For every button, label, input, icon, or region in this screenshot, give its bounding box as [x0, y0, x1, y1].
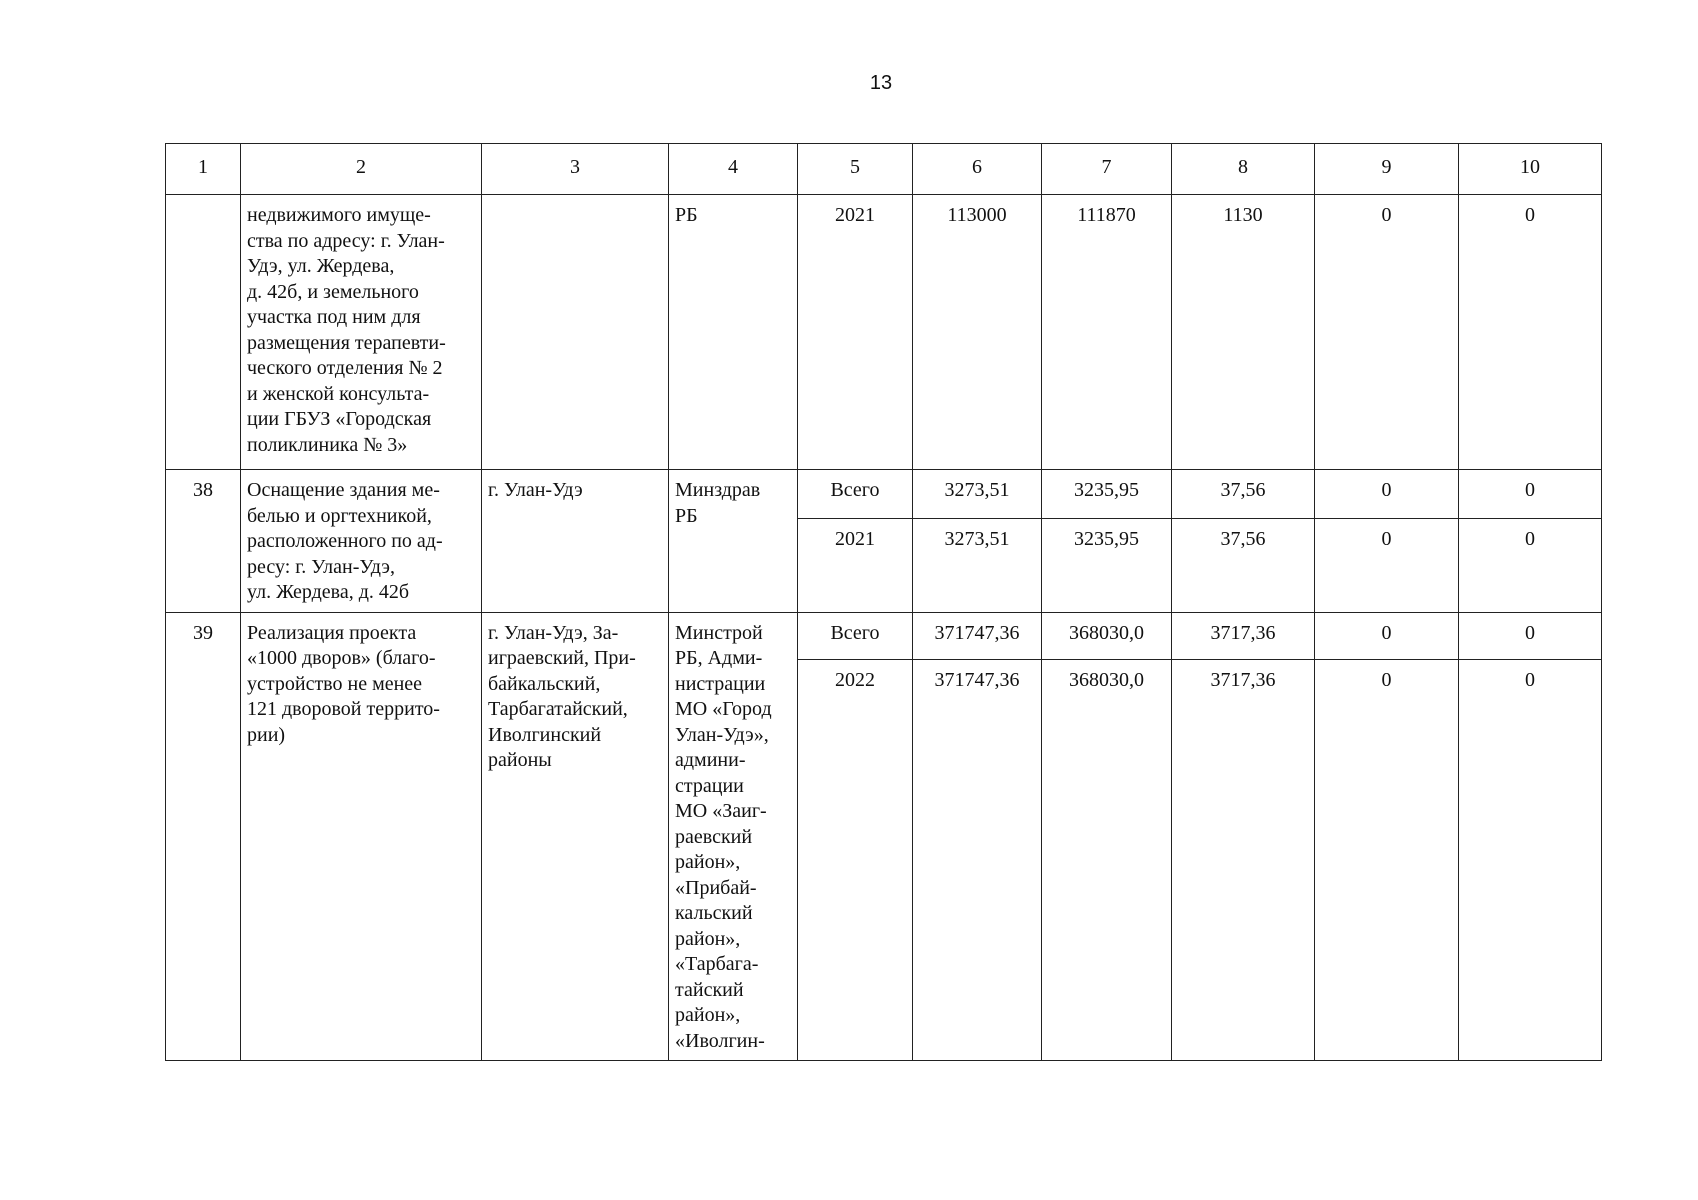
header-cell: 2: [241, 144, 482, 195]
location-cell: г. Улан-Удэ, За- играевский, При- байкальский, Тарбагатайский, Иволгинский районы: [482, 612, 669, 1061]
header-cell: 10: [1459, 144, 1602, 195]
total-cell: 113000: [913, 195, 1042, 470]
col10-cell: 0: [1459, 612, 1602, 660]
col9-cell: 0: [1315, 519, 1459, 612]
year-cell: 2021: [798, 195, 913, 470]
row-number-cell: 39: [166, 612, 241, 1061]
row-number-cell: 38: [166, 470, 241, 613]
col8-cell: 1130: [1172, 195, 1315, 470]
col7-cell: 111870: [1042, 195, 1172, 470]
col9-cell: 0: [1315, 470, 1459, 519]
col9-cell: 0: [1315, 612, 1459, 660]
header-cell: 1: [166, 144, 241, 195]
header-cell: 8: [1172, 144, 1315, 195]
data-table: [165, 143, 1602, 1061]
header-cell: 7: [1042, 144, 1172, 195]
total-cell: 3273,51: [913, 470, 1042, 519]
year-cell: 2022: [798, 660, 913, 1061]
col9-cell: 0: [1315, 195, 1459, 470]
description-cell: Оснащение здания ме- белью и оргтехникой, расположенного по ад- ресу: г. Улан-Удэ, ул. Жердева, д. 42б: [241, 470, 482, 613]
description-cell: недвижимого имуще- ства по адресу: г. Улан- Удэ, ул. Жердева, д. 42б, и земельного участка под ним для размещения терапевти- ческого отделения № 2 и женской консульта- ции ГБУЗ «Городская поликлиника № 3»: [241, 195, 482, 470]
total-cell: 3273,51: [913, 519, 1042, 612]
total-cell: 371747,36: [913, 660, 1042, 1061]
row-number-cell: [166, 195, 241, 470]
description-cell: Реализация проекта «1000 дворов» (благо- устройство не менее 121 дворовой террито- рии): [241, 612, 482, 1061]
col10-cell: 0: [1459, 660, 1602, 1061]
col9-cell: 0: [1315, 660, 1459, 1061]
header-cell: 5: [798, 144, 913, 195]
header-cell: 4: [669, 144, 798, 195]
executor-cell: Минздрав РБ: [669, 470, 798, 613]
table-row-38: [166, 470, 1602, 519]
header-cell: 9: [1315, 144, 1459, 195]
executor-cell: РБ: [669, 195, 798, 470]
col8-cell: 37,56: [1172, 519, 1315, 612]
col10-cell: 0: [1459, 195, 1602, 470]
col7-cell: 3235,95: [1042, 470, 1172, 519]
col8-cell: 37,56: [1172, 470, 1315, 519]
col10-cell: 0: [1459, 519, 1602, 612]
location-cell: [482, 195, 669, 470]
executor-cell: Минстрой РБ, Адми- нистрации МО «Город Улан-Удэ», админи- страции МО «Заиг- раевский район», «Прибай- кальский район», «Тарбага- тайский район», «Иволгин-: [669, 612, 798, 1061]
col10-cell: 0: [1459, 470, 1602, 519]
col7-cell: 368030,0: [1042, 612, 1172, 660]
table-row-39: [166, 612, 1602, 660]
page-number: 13: [869, 72, 893, 94]
total-cell: 371747,36: [913, 612, 1042, 660]
year-cell: Всего: [798, 612, 913, 660]
header-cell: 6: [913, 144, 1042, 195]
col7-cell: 3235,95: [1042, 519, 1172, 612]
header-cell: 3: [482, 144, 669, 195]
table-header-row: [166, 144, 1602, 195]
col8-cell: 3717,36: [1172, 612, 1315, 660]
year-cell: 2021: [798, 519, 913, 612]
col7-cell: 368030,0: [1042, 660, 1172, 1061]
year-cell: Всего: [798, 470, 913, 519]
location-cell: г. Улан-Удэ: [482, 470, 669, 613]
table-row-continuation: [166, 195, 1602, 470]
col8-cell: 3717,36: [1172, 660, 1315, 1061]
